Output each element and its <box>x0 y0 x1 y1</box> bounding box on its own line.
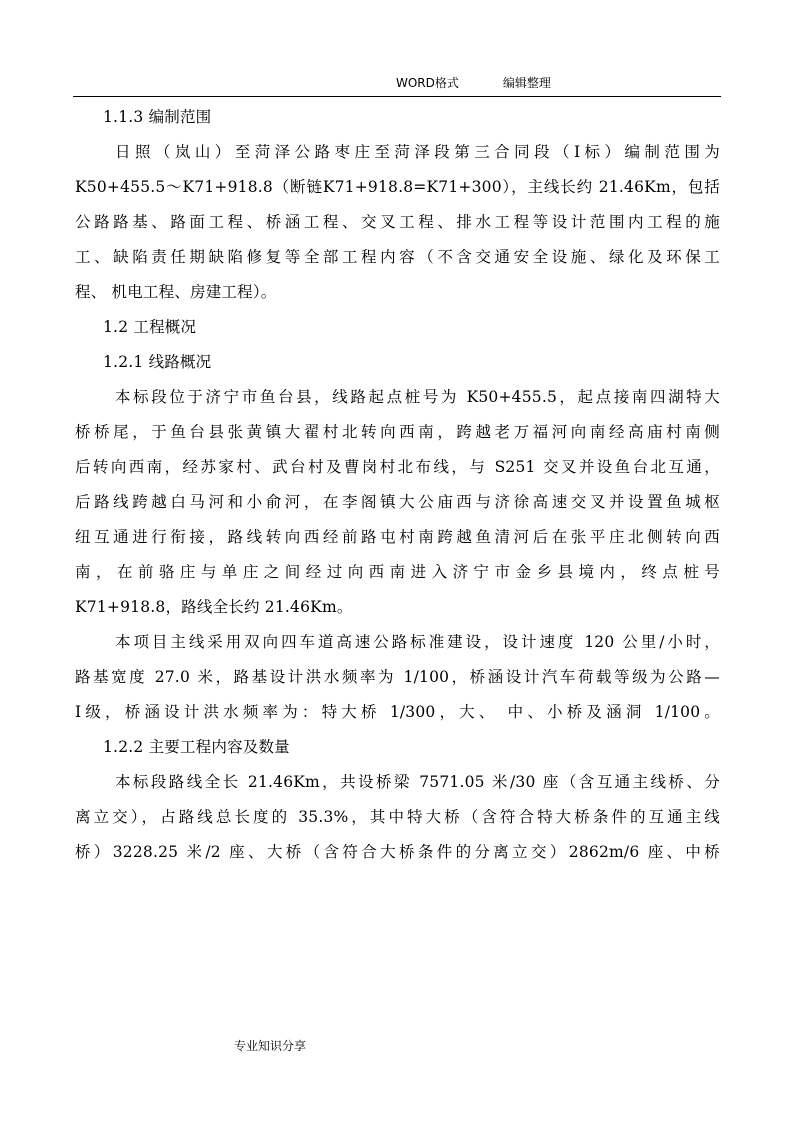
paragraph-line: 日照（岚山）至菏泽公路枣庄至菏泽段第三合同段（Ⅰ标）编制范围为 <box>115 143 720 161</box>
paragraph-line: 桥）3228.25 米/2 座、大桥（含符合大桥条件的分离立交）2862m/6 座、中桥 <box>75 843 720 861</box>
heading-1-2: 1.2 工程概况 <box>103 318 197 336</box>
header-format-label: WORD格式 <box>396 76 459 90</box>
paragraph-line: K71+918.8，路线全长约 21.46Km。 <box>75 598 353 616</box>
heading-1-2-2: 1.2.2 主要工程内容及数量 <box>103 738 290 756</box>
paragraph-line: 程、 机电工程、房建工程）。 <box>75 283 277 301</box>
paragraph-line: Ⅰ级，桥涵设计洪水频率为：特大桥 1/300，大、 中、小桥及涵洞 1/100。 <box>75 703 720 721</box>
paragraph-line: 本标段路线全长 21.46Km，共设桥梁 7571.05 米/30 座（含互通主线桥、分 <box>115 773 720 791</box>
paragraph-line: K50+455.5～K71+918.8（断链K71+918.8=K71+300），主线长约 21.46Km，包括 <box>75 178 720 196</box>
heading-1-2-1: 1.2.1 线路概况 <box>103 353 212 371</box>
paragraph-line: 本标段位于济宁市鱼台县，线路起点桩号为 K50+455.5，起点接南四湖特大 <box>115 388 720 406</box>
heading-1-1-3: 1.1.3 编制范围 <box>103 108 212 126</box>
header-divider <box>73 96 721 97</box>
paragraph-line: 公路路基、路面工程、桥涵工程、交叉工程、排水工程等设计范围内工程的施 <box>75 213 720 231</box>
paragraph-line: 纽互通进行衔接，路线转向西经前路屯村南跨越鱼清河后在张平庄北侧转向西 <box>75 528 720 546</box>
paragraph-line: 路基宽度 27.0 米，路基设计洪水频率为 1/100，桥涵设计汽车荷载等级为公路— <box>75 668 720 686</box>
page-footer: 专业知识分享 <box>234 1039 307 1053</box>
paragraph-line: 离立交），占路线总长度的 35.3%，其中特大桥（含符合特大桥条件的互通主线 <box>75 808 720 826</box>
header-edit-label: 编辑整理 <box>502 76 551 90</box>
paragraph-line: 后路线跨越白马河和小俞河，在李阁镇大公庙西与济徐高速交叉并设置鱼城枢 <box>75 493 720 511</box>
paragraph-line: 后转向西南，经苏家村、武台村及曹岗村北布线，与 S251 交叉并设鱼台北互通， <box>75 458 720 476</box>
page-header <box>396 74 551 91</box>
paragraph-line: 本项目主线采用双向四车道高速公路标准建设，设计速度 120 公里/小时， <box>115 633 720 651</box>
document-body <box>75 100 720 870</box>
paragraph-line: 桥桥尾，于鱼台县张黄镇大翟村北转向西南，跨越老万福河向南经高庙村南侧 <box>75 423 720 441</box>
paragraph-line: 南，在前骆庄与单庄之间经过向西南进入济宁市金乡县境内，终点桩号 <box>75 563 720 581</box>
paragraph-line: 工、缺陷责任期缺陷修复等全部工程内容（不含交通安全设施、绿化及环保工 <box>75 248 720 266</box>
